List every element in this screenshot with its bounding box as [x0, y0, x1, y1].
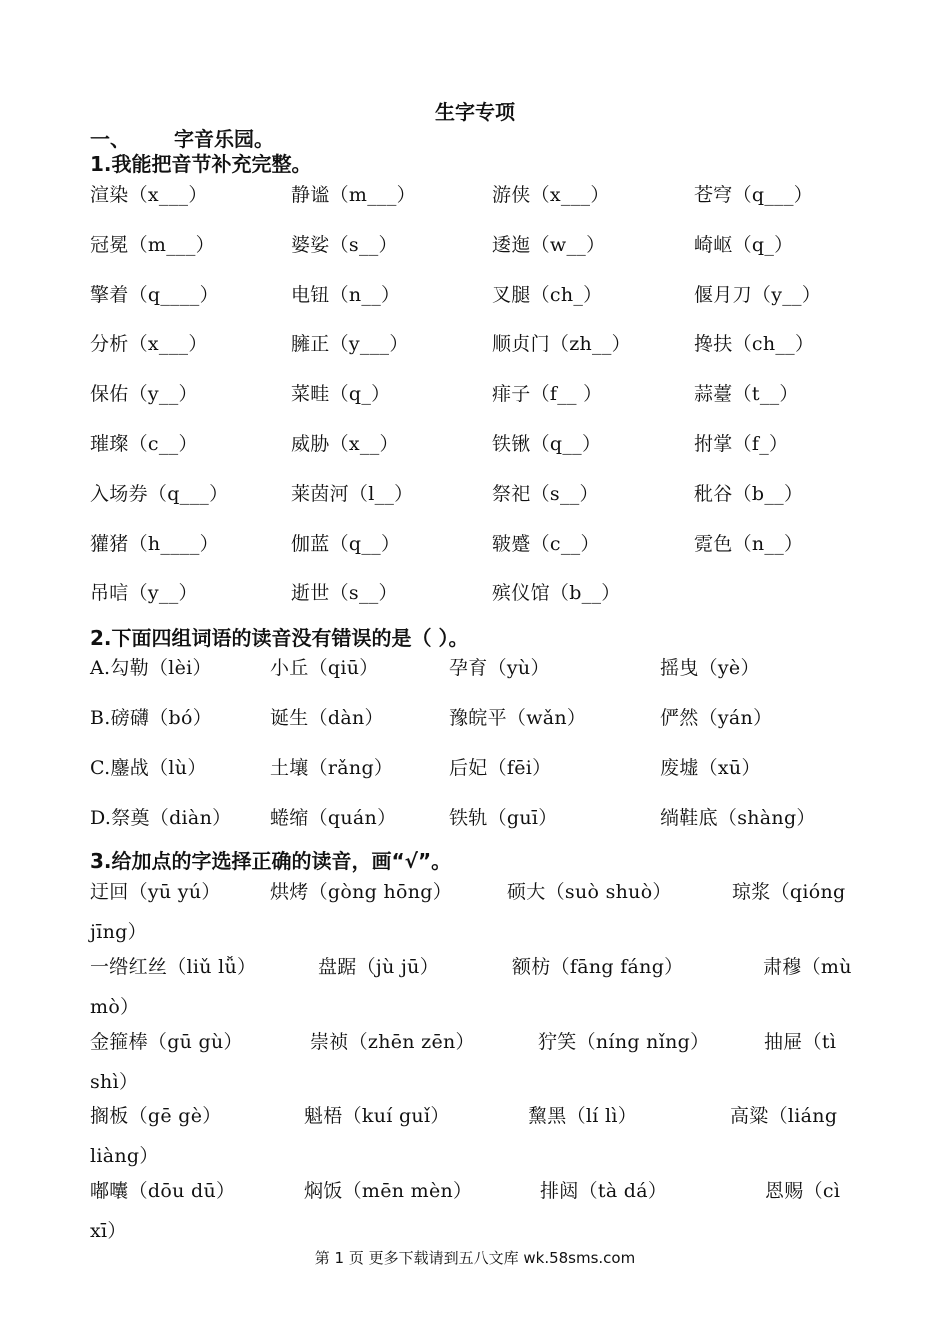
pronunciation-choice-item: 硕大（suò shuò）	[507, 881, 672, 903]
pinyin-fill-item: 拊掌（f_）	[694, 433, 789, 455]
question-three-heading: 3.给加点的字选择正确的读音，画“√”。	[90, 849, 452, 873]
pronunciation-choice-item: 魁梧（kuí guǐ）	[304, 1105, 450, 1128]
page-title: 生字专项	[435, 100, 515, 124]
pronunciation-choice-item: 肃穆（mù	[763, 955, 852, 978]
pinyin-fill-item: 痱子（f__ ）	[492, 383, 603, 406]
pronunciation-choice-item: 搁板（gē gè）	[90, 1105, 222, 1128]
pronunciation-choice-item: 额枋（fāng fáng）	[512, 955, 684, 978]
pinyin-fill-item: 逶迤（w__）	[492, 233, 606, 256]
reading-option-item: 俨然（yán）	[660, 707, 773, 729]
pinyin-fill-item: 璀璨（c__）	[90, 433, 198, 455]
pinyin-fill-item: 莱茵河（l__）	[291, 482, 414, 505]
pinyin-fill-item: 偃月刀（y__）	[694, 283, 822, 306]
pinyin-fill-item: 分析（x___）	[90, 333, 208, 356]
reading-option-item: D.祭奠（diàn）	[90, 807, 232, 829]
pinyin-fill-item: 霓色（n__）	[694, 532, 804, 555]
reading-option-item: 诞生（dàn）	[270, 707, 384, 729]
pronunciation-choice-item: 抽屉（tì	[764, 1030, 837, 1053]
pronunciation-choice-item: 焖饭（mēn mèn）	[304, 1180, 473, 1203]
pinyin-fill-item: 威胁（x__）	[291, 433, 399, 455]
pinyin-fill-item: 皲蹙（c__）	[492, 532, 600, 555]
pinyin-fill-item: 菜畦（q_）	[291, 383, 391, 406]
pronunciation-choice-item: 崇祯（zhēn zēn）	[310, 1030, 475, 1053]
reading-option-item: 小丘（qiū）	[270, 657, 379, 679]
reading-option-item: A.勾勒（lèi）	[90, 657, 212, 679]
pinyin-fill-item: 吊唁（y__）	[90, 582, 198, 605]
question-two-heading: 2.下面四组词语的读音没有错误的是（ ）。	[90, 626, 469, 650]
pinyin-fill-item: 冠冕（m___）	[90, 233, 215, 256]
reading-option-item: 摇曳（yè）	[660, 657, 760, 679]
reading-option-item: 后妃（fēi）	[449, 757, 552, 779]
pinyin-fill-item: 祭祀（s__）	[492, 482, 599, 505]
pinyin-fill-item: 游侠（x___）	[492, 184, 610, 206]
pronunciation-choice-item: 狞笑（níng nǐng）	[538, 1030, 710, 1053]
pronunciation-choice-item: 一绺红丝（liǔ lǚ）	[90, 955, 257, 978]
reading-option-item: 废墟（xū）	[660, 757, 761, 779]
pinyin-fill-item: 逝世（s__）	[291, 582, 398, 605]
pronunciation-choice-item: 盘踞（jù jū）	[318, 955, 439, 978]
pinyin-fill-item: 叉腿（ch_）	[492, 283, 603, 306]
section-one-number: 一、	[90, 127, 130, 151]
reading-option-item: 孕育（yù）	[449, 657, 550, 679]
pinyin-fill-item: 保佑（y__）	[90, 383, 198, 406]
pronunciation-choice-item: 迂回（yū yú）	[90, 881, 221, 903]
reading-option-item: C.鏖战（lù）	[90, 757, 207, 779]
pronunciation-choice-item: 琼浆（qióng	[732, 881, 846, 903]
section-one-title: 字音乐园。	[174, 127, 274, 151]
pronunciation-choice-item: 高粱（liáng	[730, 1105, 838, 1128]
pronunciation-choice-item: 嘟囔（dōu dū）	[90, 1180, 236, 1203]
pronunciation-choice-wrap: mò）	[90, 995, 140, 1018]
pinyin-fill-item: 搀扶（ch__）	[694, 333, 815, 356]
pronunciation-choice-item: 恩赐（cì	[765, 1180, 841, 1203]
reading-option-item: 蜷缩（quán）	[270, 807, 397, 829]
pronunciation-choice-wrap: liàng）	[90, 1145, 159, 1168]
pinyin-fill-item: 入场券（q___）	[90, 482, 229, 505]
pronunciation-choice-wrap: jīng）	[90, 921, 147, 943]
reading-option-item: 豫皖平（wǎn）	[449, 707, 587, 729]
pronunciation-choice-wrap: xī）	[90, 1220, 127, 1243]
page-footer: 第 1 页 更多下载请到五八文库 wk.58sms.com	[314, 1249, 636, 1267]
pinyin-fill-item: 渲染（x___）	[90, 184, 208, 206]
pinyin-fill-item: 獾猪（h____）	[90, 532, 219, 555]
pinyin-fill-item: 伽蓝（q__）	[291, 532, 401, 555]
reading-option-item: 土壤（rǎng）	[270, 757, 394, 779]
pinyin-fill-item: 殡仪馆（b__）	[492, 582, 621, 605]
pinyin-fill-item: 铁锹（q__）	[492, 433, 602, 455]
reading-option-item: B.磅礴（bó）	[90, 707, 213, 729]
pinyin-fill-item: 顺贞门（zh__）	[492, 333, 631, 356]
pronunciation-choice-wrap: shì）	[90, 1070, 139, 1093]
pronunciation-choice-item: 金箍棒（gū gù）	[90, 1030, 243, 1053]
pinyin-fill-item: 崎岖（q_）	[694, 233, 794, 256]
pinyin-fill-item: 蒜薹（t__）	[694, 383, 799, 406]
pronunciation-choice-item: 排闼（tà dá）	[540, 1180, 668, 1203]
pinyin-fill-item: 秕谷（b__）	[694, 482, 804, 505]
pinyin-fill-item: 擎着（q____）	[90, 283, 219, 306]
pinyin-fill-item: 苍穹（q___）	[694, 184, 814, 206]
pronunciation-choice-item: 烘烤（gòng hōng）	[270, 881, 453, 903]
pinyin-fill-item: 婆娑（s__）	[291, 233, 398, 256]
pronunciation-choice-item: 黧黑（lí lì）	[528, 1105, 638, 1128]
question-one-heading: 1.我能把音节补充完整。	[90, 152, 312, 176]
reading-option-item: 铁轨（guī）	[449, 807, 558, 829]
pinyin-fill-item: 电钮（n__）	[291, 283, 401, 306]
reading-option-item: 绱鞋底（shàng）	[660, 807, 816, 829]
pinyin-fill-item: 臃正（y___）	[291, 333, 409, 356]
pinyin-fill-item: 静谧（m___）	[291, 184, 416, 206]
